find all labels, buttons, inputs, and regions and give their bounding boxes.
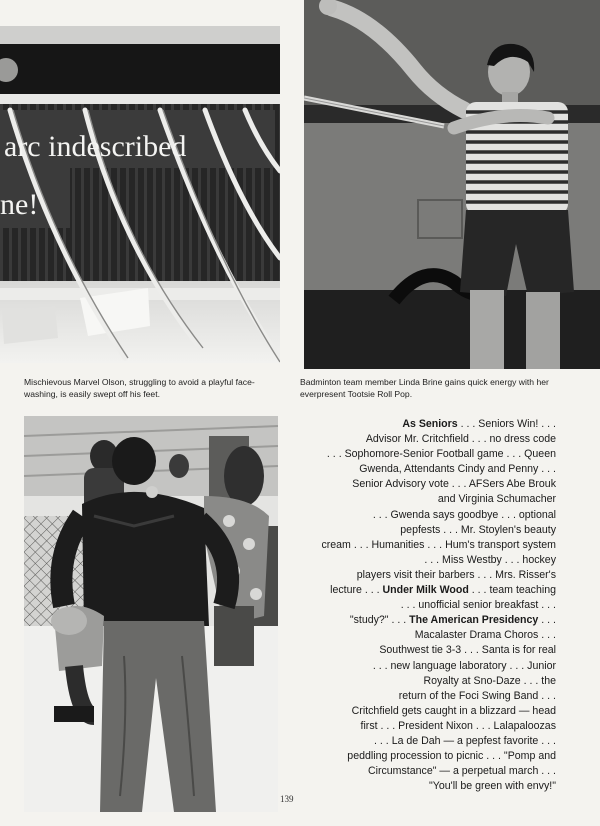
copy-line: peddling procession to picnic . . . "Pomp and [347,750,556,763]
caption-badminton-photo: Badminton team member Linda Brine gains quick energy with her everpresent Tootsie Roll Pop. [300,377,549,399]
copy-line: Critchfield gets caught in a blizzard — head [351,704,556,717]
copy-line: . . . Sophomore-Senior Football game . . . Queen [326,448,556,461]
stage-photo [0,26,280,363]
banner-line-2: ne! [0,188,39,221]
copy-heading: As Seniors [402,418,458,430]
senior-year-copy [282,417,556,794]
copy-line: . . . new language laboratory . . . Junior [372,659,556,672]
banner-line-1: arc indescribed [4,130,187,163]
caption-stage-photo: Mischievous Marvel Olson, struggling to avoid a playful face-washing, is easily swept off his feet. [24,377,255,399]
title-under-milk-wood: Under Milk Wood [382,584,469,597]
copy-line: "study?" . . . The American Presidency . . . [349,614,556,627]
copy-line: . . . La de Dah — a pepfest favorite . . . [374,734,556,747]
copy-line: return of the Foci Swing Band . . . [398,689,556,702]
snow-photo [24,416,278,812]
copy-line: lecture . . . Under Milk Wood . . . team teaching [330,584,556,597]
copy-line: Circumstance" — a perpetual march . . . [367,765,556,778]
copy-line: Advisor Mr. Critchfield . . . no dress code [365,433,556,446]
copy-line: Gwenda, Attendants Cindy and Penny . . . [359,463,556,476]
copy-line: pepfests . . . Mr. Stoylen's beauty [400,523,556,536]
copy-line: and Virginia Schumacher [437,493,556,506]
copy-line: cream . . . Humanities . . . Hum's transport system [321,538,556,551]
copy-line: Senior Advisory vote . . . AFSers Abe Brouk [352,478,556,491]
copy-line: As Seniors . . . Seniors Win! . . . [402,418,556,430]
title-american-presidency: The American Presidency [409,614,539,627]
copy-line: players visit their barbers . . . Mrs. Risser's [356,568,556,581]
copy-line: Macalaster Drama Choros . . . [414,629,556,642]
badminton-photo [304,0,600,369]
copy-line: Royalty at Sno-Daze . . . the [423,674,556,687]
copy-line: first . . . President Nixon . . . Lalapaloozas [360,719,556,732]
page-number: 139 [280,794,294,804]
copy-line: "You'll be green with envy!" [429,780,556,793]
copy-line: . . . unofficial senior breakfast . . . [400,599,556,612]
copy-line: Southwest tie 3-3 . . . Santa is for real [379,644,556,657]
copy-line: . . . Gwenda says goodbye . . . optional [372,508,556,521]
copy-line: . . . Miss Westby . . . hockey [424,553,556,566]
